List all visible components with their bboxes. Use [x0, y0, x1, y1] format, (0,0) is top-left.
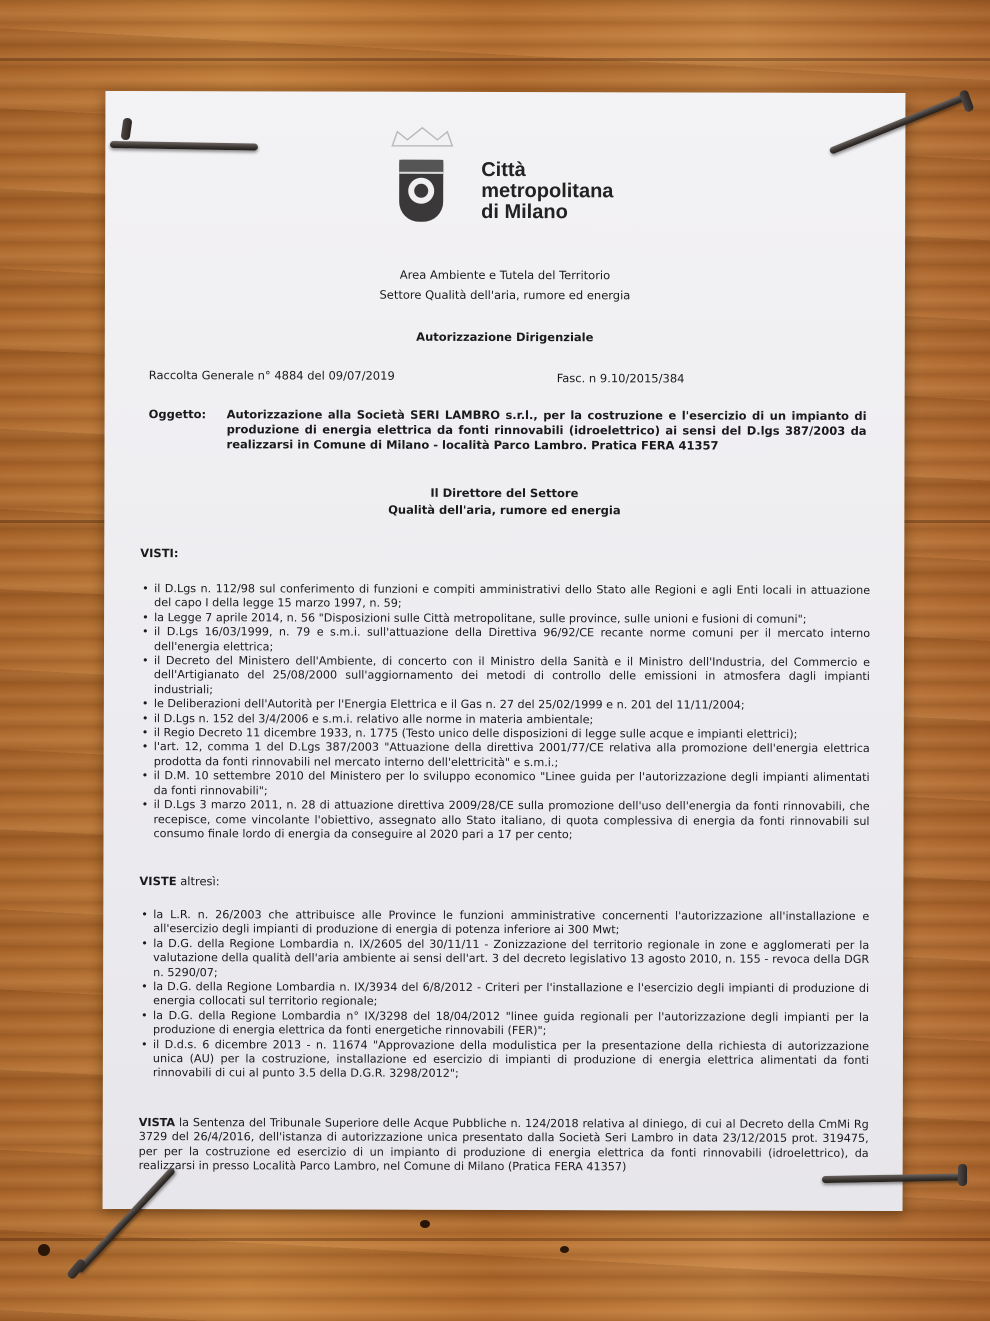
org-line-3: di Milano: [481, 200, 568, 224]
notice-sheet: [103, 91, 906, 1211]
list-item: • il D.d.s. 6 dicembre 2013 - n. 11674 "Approvazione della modulistica per la presentazione della richiesta di autorizzazione unica (AU) per la costruzione, installazione ed esercizio di impianti di produzione di energia elettrica alimentati da fonti rinnovabili di cui al punto 3.5 della D.G.R. 3298/2012";: [139, 1038, 869, 1083]
nail-head: [959, 89, 975, 113]
area-title: Area Ambiente e Tutela del Territorio: [399, 267, 611, 283]
list-item: • il D.M. 10 settembre 2010 del Ministero per lo sviluppo economico "Linee guida per l'autorizzazione degli impianti alimentati da fonti rinnovabili";: [140, 769, 870, 800]
list-item: • l'art. 12, comma 1 del D.Lgs 387/2003 "Attuazione della direttiva 2001/77/CE relativa alla promozione dell'energia elettrica prodotta da fonti rinnovabili nel mercato interno dell'elettricità" e s.m.i.;: [140, 741, 870, 772]
nail-bottom-right: [822, 1173, 966, 1183]
wood-knot: [38, 1244, 50, 1256]
direttore-line-2: Qualità dell'aria, rumore ed energia: [388, 502, 621, 518]
list-item: • il D.Lgs n. 112/98 sul conferimento di funzioni e compiti amministrativi dello Stato alle Regioni e agli Enti locali in attuazione del capo I della legge 15 marzo 1997, n. 59;: [140, 582, 870, 613]
vista-bold: VISTA: [138, 1116, 176, 1130]
wood-seam: [0, 1238, 990, 1241]
list-item: • la L.R. n. 26/2003 che attribuisce alle Province le funzioni amministrative concernenti l'autorizzazione all'installazione e all'esercizio degli impianti di produzione di energia di potenza inferiore ai 300 Mwt;: [139, 908, 869, 939]
visti-list: [140, 582, 871, 843]
direttore-line-1: Il Direttore del Settore: [430, 485, 579, 501]
org-line-1: Città: [481, 158, 526, 182]
list-item: • il D.Lgs n. 152 del 3/4/2006 e s.m.i. relativo alle norme in materia ambientale;: [140, 712, 870, 728]
list-item: • la D.G. della Regione Lombardia n. IX/3934 del 6/8/2012 - Criteri per l'installazione e l'esercizio degli impianti di produzione di energia collocati sul territorio regionale;: [139, 980, 869, 1011]
list-item: • la D.G. della Regione Lombardia n° IX/3298 del 18/04/2012 "linee guida regionali per l'autorizzazione degli impianti per la produzione di energia elettrica da fonti energetiche rinnovabili (FER)";: [139, 1009, 869, 1040]
fascicolo-number: Fasc. n 9.10/2015/384: [556, 371, 685, 386]
settore-title: Settore Qualità dell'aria, rumore ed energia: [379, 287, 631, 303]
list-item: • la D.G. della Regione Lombardia n. IX/2605 del 30/11/11 - Zonizzazione del territorio regionale in zone e agglomerati per la valutazione della qualità dell'aria ambiente ai sensi dell'art. 3 del decreto legislativo 13 agosto 2010, n. 155 - revoca della DGR n. 5290/07;: [139, 937, 869, 982]
org-line-2: metropolitana: [481, 179, 614, 203]
visti-heading: VISTI:: [140, 546, 179, 561]
document-type: Autorizzazione Dirigenziale: [416, 329, 594, 345]
vista-paragraph: [139, 1116, 869, 1176]
list-item: • il D.Lgs 16/03/1999, n. 79 e s.m.i. sull'attuazione della Direttiva 96/92/CE recante norme comuni per il mercato interno dell'energia elettrica;: [140, 625, 870, 656]
viste-heading-rest: altresì:: [176, 874, 220, 889]
crown-ornament-icon: [387, 126, 457, 148]
nail-head: [958, 1164, 967, 1186]
wood-knot: [560, 1246, 569, 1253]
list-item: • il Regio Decreto 11 dicembre 1933, n. 1775 (Testo unico delle disposizioni di legge sulle acque e impianti elettrici);: [140, 726, 870, 742]
list-item: • il D.Lgs 3 marzo 2011, n. 28 di attuazione direttiva 2009/28/CE sulla promozione dell'uso dell'energia da fonti rinnovabili, che recepisce, come vincolante l'obiettivo, assegnato allo Stato italiano, di quota complessiva di energia da fonti rinnovabili sul consumo finale lordo di energia da conseguire al 2020 pari a 17 per cento;: [140, 798, 870, 843]
viste-heading: [139, 874, 219, 888]
viste-heading-bold: VISTE: [139, 874, 177, 889]
wood-seam: [0, 58, 990, 61]
wood-knot: [420, 1220, 430, 1228]
viste-list: [139, 908, 869, 1083]
city-logo-icon: [399, 160, 443, 222]
raccolta-generale: Raccolta Generale n° 4884 del 09/07/2019: [148, 368, 395, 383]
list-item: • le Deliberazioni dell'Autorità per l'Energia Elettrica e il Gas n. 27 del 25/02/1999 e n. 201 del 11/11/2004;: [140, 697, 870, 713]
list-item: • il Decreto del Ministero dell'Ambiente, di concerto con il Ministro della Sanità e il Ministro dell'Industria, del Commercio e dell'Artigianato del 25/08/2000 sull'aggiornamento dei metodi di controllo delle emissioni in atmosfera dagli impianti industriali;: [140, 654, 870, 699]
organization-name: [481, 160, 613, 223]
oggetto-label: Oggetto:: [148, 407, 207, 422]
oggetto-text: Autorizzazione alla Società SERI LAMBRO s.r.l., per la costruzione e l'esercizio di un impianto di produzione di energia elettrica da fonti rinnovabili (idroelettrico) ai sensi del D.lgs 387/2003 da realizzarsi in Comune di Milano - località Parco Lambro. Pratica FERA 41357: [226, 407, 867, 453]
list-item: • la Legge 7 aprile 2014, n. 56 "Disposizioni sulle Città metropolitane, sulle province, sulle unioni e fusioni di comuni";: [140, 611, 870, 627]
vista-text: la Sentenza del Tribunale Superiore delle Acque Pubbliche n. 124/2018 relativa al diniego, di cui al Decreto della CmMi Rg 3729 del 26/4/2016, dell'istanza di autorizzazione unica presentato dalla Società Seri Lambro in data 23/12/2015 prot. 319475, per per la costruzione ed esercizio di un impianto di produzione di energia elettrica da fonti rinnovabili (idroelettrico), da realizzarsi in presso Località Parco Lambro, nel Comune di Milano (Pratica FERA 41357): [138, 1116, 869, 1174]
